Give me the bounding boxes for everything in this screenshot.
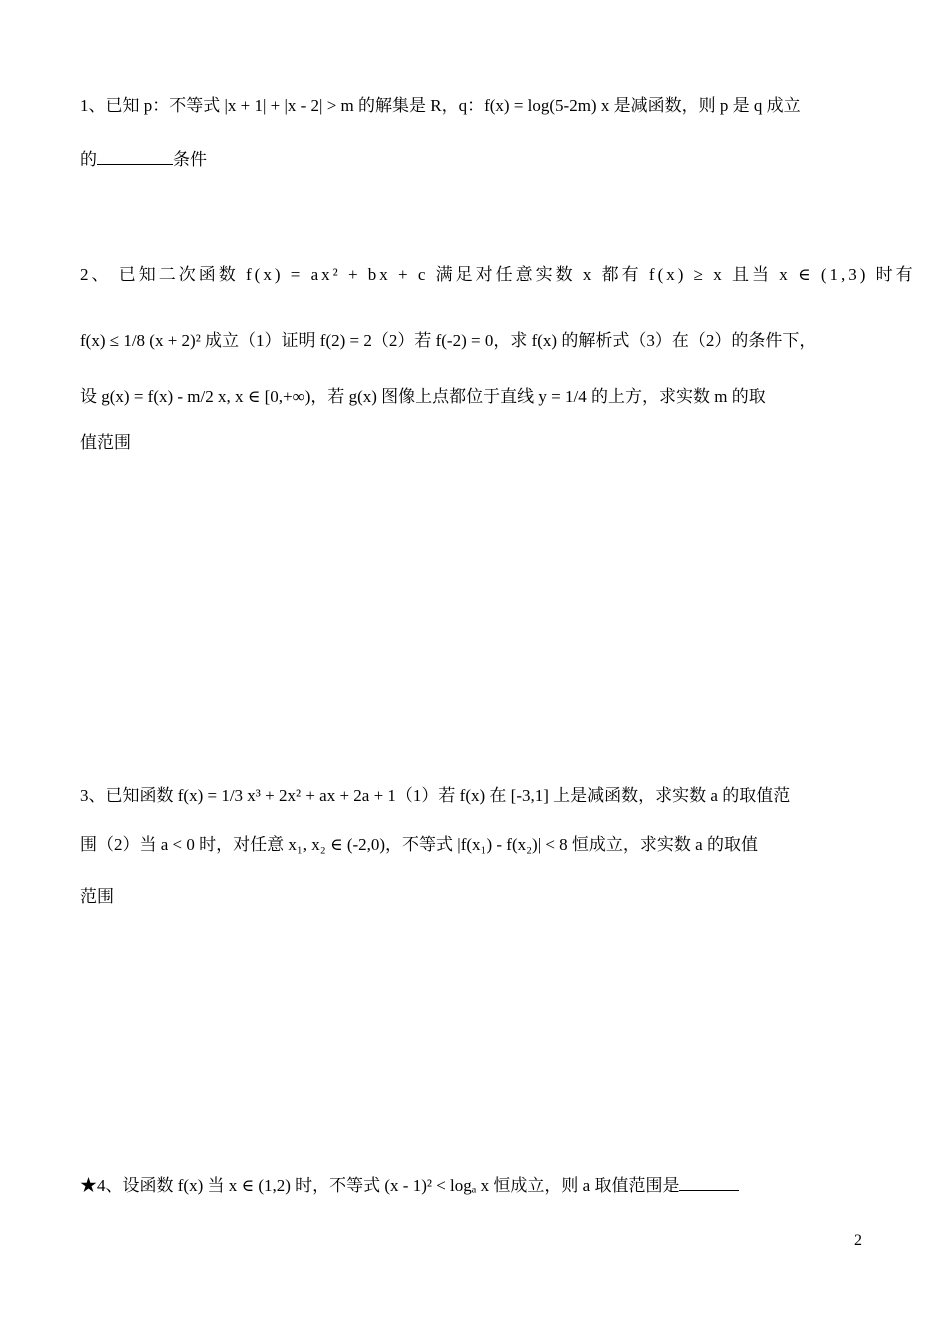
question-2-line-4: 值范围 [80, 433, 131, 452]
answer-blank-4[interactable] [679, 1172, 739, 1191]
question-1-line-1: 1、已知 p：不等式 |x + 1| + |x - 2| > m 的解集是 R，q：f(x) = log(5-2m) x 是减函数，则 p 是 q 成立 [80, 96, 801, 115]
question-3-line-2: 围（2）当 a < 0 时，对任意 x₁, x₂ ∈ (-2,0)，不等式 |f(x₁) - f(x₂)| < 8 恒成立，求实数 a 的取值 [80, 835, 758, 854]
question-4-line-1 [80, 1172, 739, 1199]
question-1-tail: 条件 [173, 150, 207, 169]
question-2-line-1: 2、 已知二次函数 f(x) = ax² + bx + c 满足对任意实数 x 都有 f(x) ≥ x 且当 x ∈ (1,3) 时有 [80, 265, 916, 284]
answer-blank-1[interactable] [97, 146, 173, 165]
question-3-line-1: 3、已知函数 f(x) = 1/3 x³ + 2x² + ax + 2a + 1（1）若 f(x) 在 [-3,1] 上是减函数，求实数 a 的取值范 [80, 786, 791, 805]
question-2-line-2: f(x) ≤ 1/8 (x + 2)² 成立（1）证明 f(2) = 2（2）若 f(-2) = 0，求 f(x) 的解析式（3）在（2）的条件下， [80, 331, 817, 350]
question-1-line-2-text: 的 [80, 150, 97, 169]
question-2-line-3: 设 g(x) = f(x) - m/2 x, x ∈ [0,+∞)，若 g(x) 图像上点都位于直线 y = 1/4 的上方，求实数 m 的取 [80, 387, 766, 406]
question-4-text: ★4、设函数 f(x) 当 x ∈ (1,2) 时，不等式 (x - 1)² < logₐ x 恒成立，则 a 取值范围是 [80, 1176, 680, 1195]
question-1-line-2 [80, 146, 207, 173]
question-3-line-3: 范围 [80, 887, 114, 906]
page-number: 2 [854, 1232, 862, 1249]
